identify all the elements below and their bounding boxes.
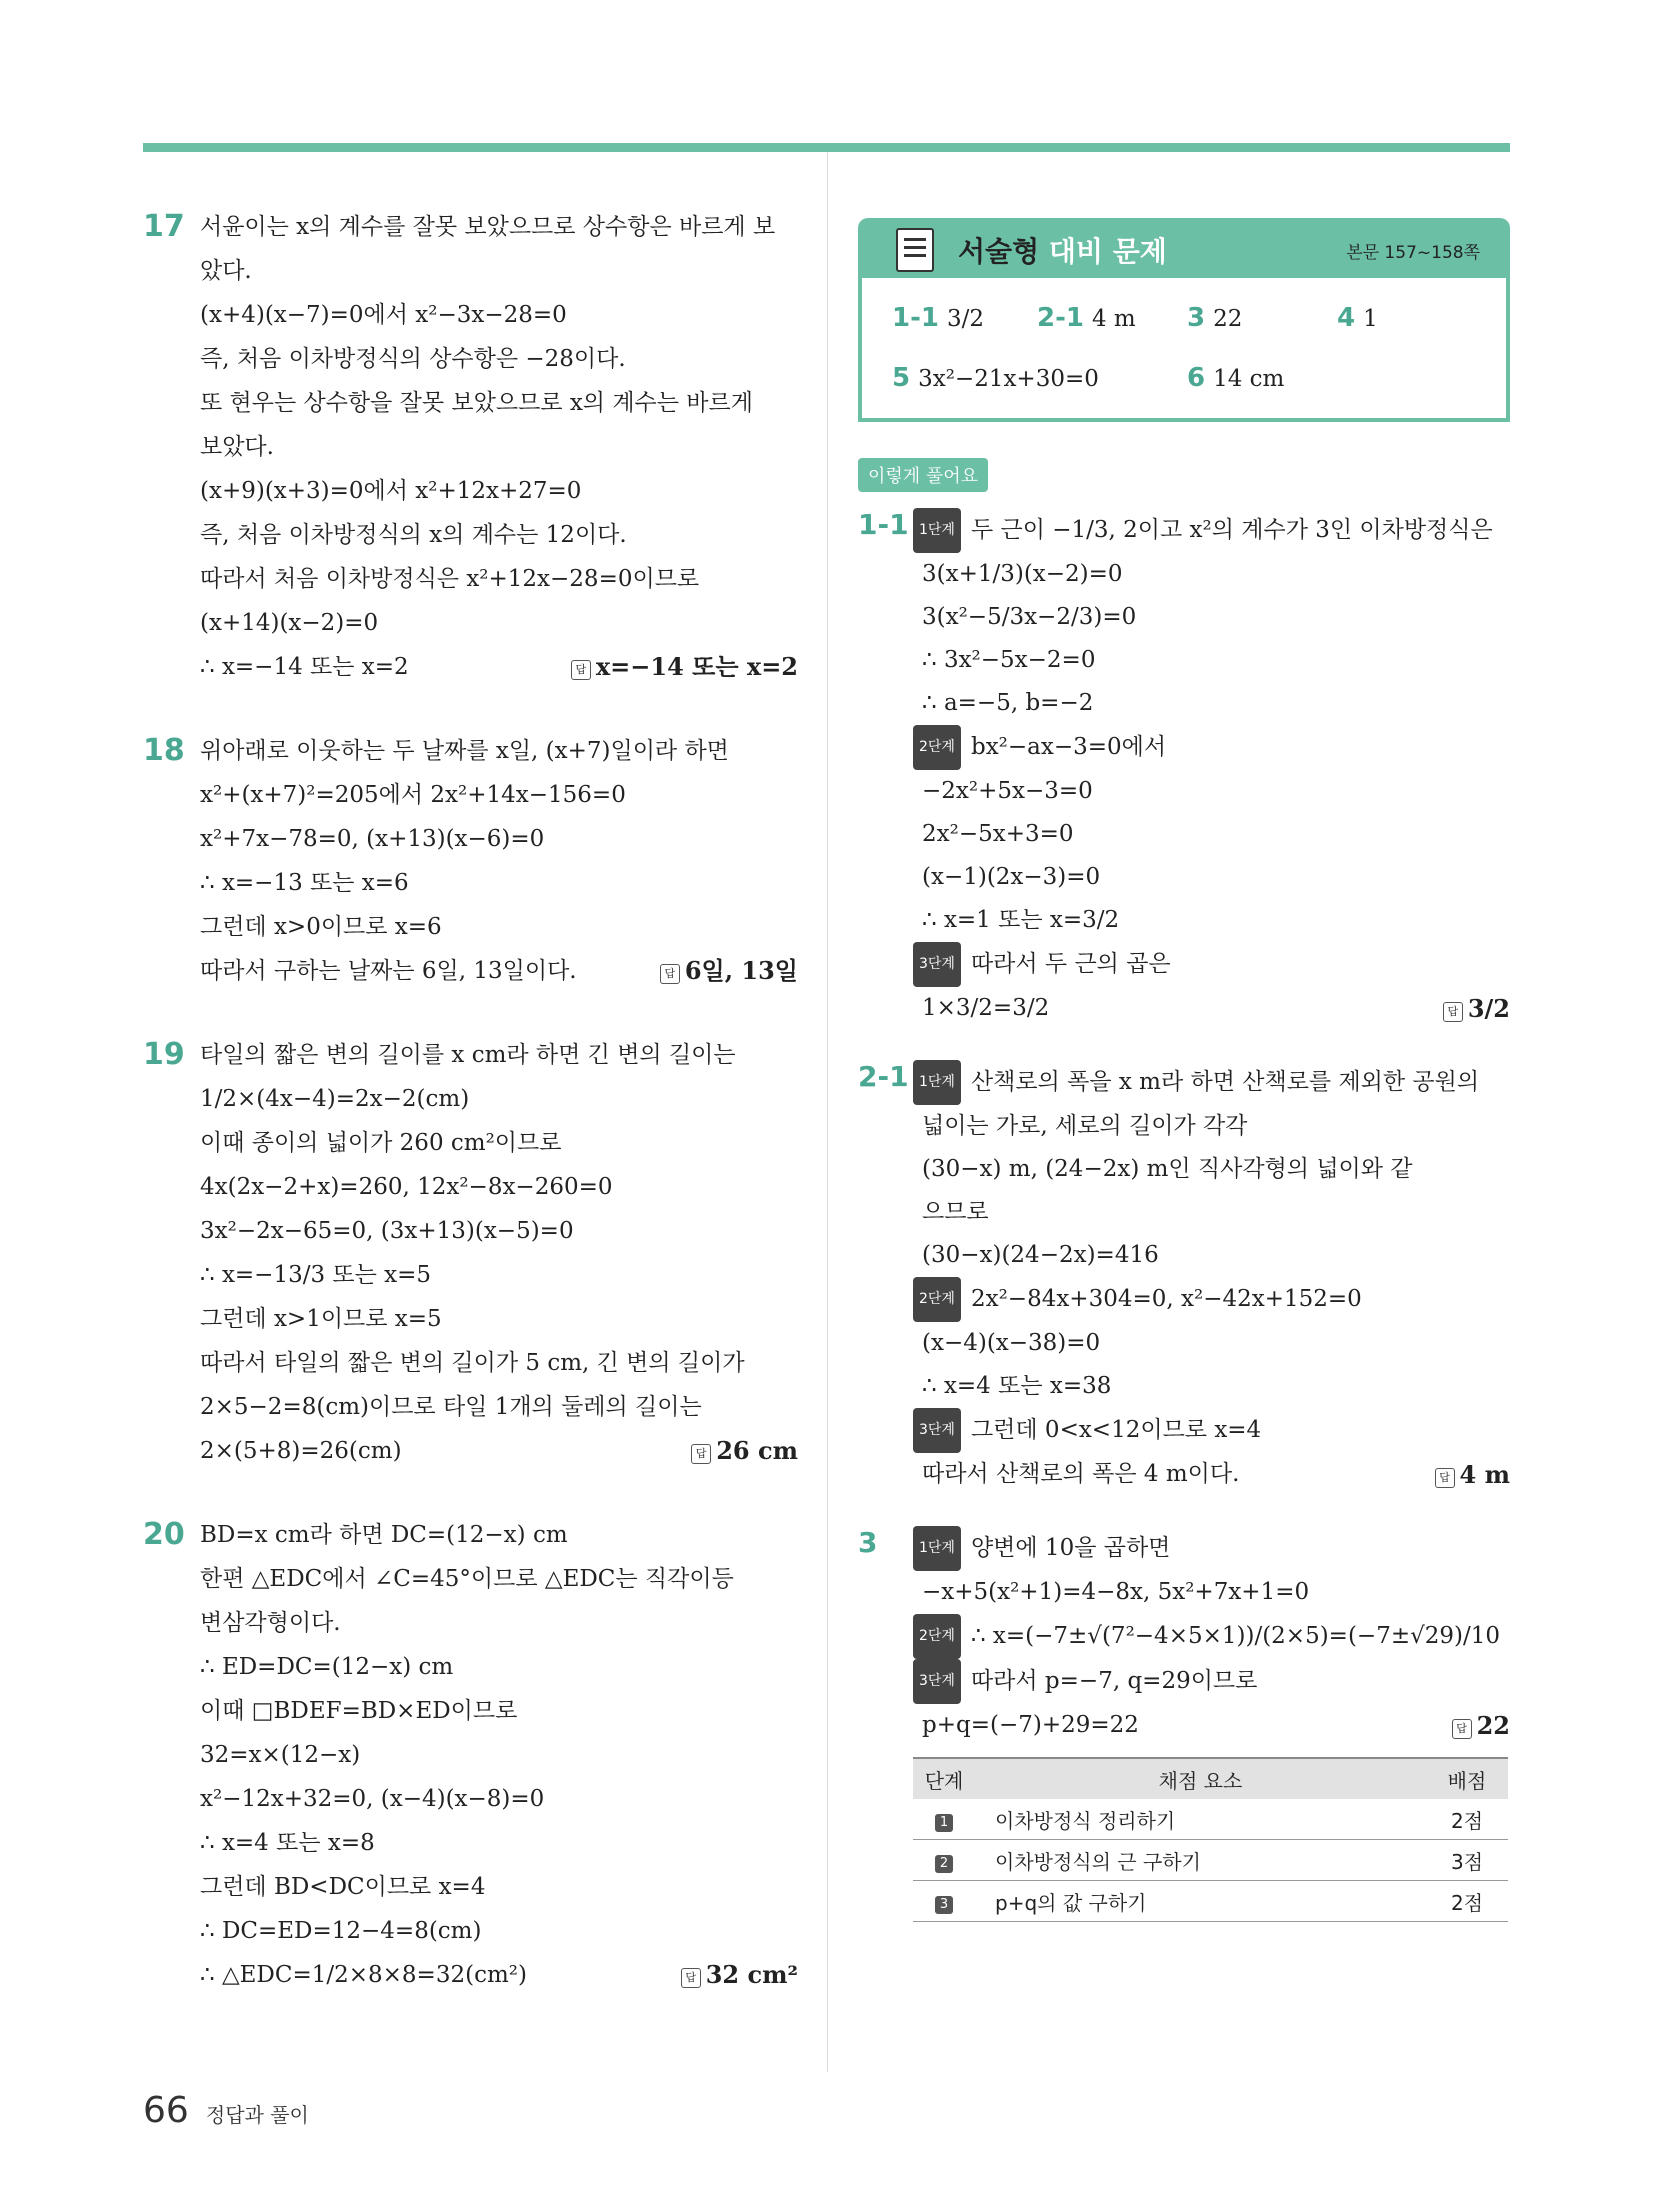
descriptive-solutions [858,508,1510,1922]
solution-line: 따라서 구하는 날짜는 6일, 13일이다. [200,958,577,984]
solution-line: (30−x) m, (24−2x) m인 직사각형의 넓이와 같 [922,1156,1413,1182]
solution-line: x²+(x+7)²=205에서 2x²+14x−156=0 [200,782,626,808]
quick-answer: 1-1 3/2 [892,303,984,333]
solution-line: 그런데 0<x<12이므로 x=4 [970,1417,1262,1443]
step-number: 2 [935,1855,953,1873]
solution-line: ∴ x=1 또는 x=3/2 [922,907,1120,933]
answer-mark-icon: 답 [1435,1468,1455,1488]
worksheet-icon [896,228,934,272]
problem-number: 20 [143,1517,185,1552]
solution-1-1 [858,508,1510,1030]
solution-line: 4x(2x−2+x)=260, 12x²−8x−260=0 [200,1174,613,1200]
step-badge: 3단계 [913,1408,961,1453]
solution-line: ∴ x=4 또는 x=38 [922,1373,1112,1399]
grading-item: 이차방정식의 근 구하기 [975,1840,1426,1881]
solution-line: 2×5−2=8(cm)이므로 타일 1개의 둘레의 길이는 [200,1394,702,1420]
solution-line: 2x²−5x+3=0 [922,821,1074,847]
step-badge: 2단계 [913,1277,961,1322]
solution-line: ∴ x=−13 또는 x=6 [200,870,409,896]
solution-line: 2×(5+8)=26(cm) [200,1438,402,1464]
solution-line: 타일의 짧은 변의 길이를 x cm라 하면 긴 변의 길이는 [200,1042,736,1068]
solution-line: (x+14)(x−2)=0 [200,610,379,636]
answer-mark-icon: 답 [660,964,680,984]
solution-line: 이때 종이의 넓이가 260 cm²이므로 [200,1130,562,1156]
solution-line: 으므로 [922,1199,989,1225]
solution-line: bx²−ax−3=0에서 [970,734,1167,760]
quick-answer: 6 14 cm [1187,363,1285,393]
solution-line: ∴ DC=ED=12−4=8(cm) [200,1918,482,1944]
table-header: 배점 [1426,1758,1508,1799]
quick-answer: 3 22 [1187,303,1243,333]
table-row [913,1840,1508,1881]
solution-line: ∴ a=−5, b=−2 [922,690,1094,716]
solution-line: 양변에 10을 곱하면 [970,1535,1171,1561]
solution-line: −2x²+5x−3=0 [922,778,1093,804]
solution-line: ∴ x=−13/3 또는 x=5 [200,1262,432,1288]
step-badge: 1단계 [913,508,961,553]
final-answer: 답 32 cm² [681,1953,798,1997]
solution-3 [858,1526,1510,1747]
final-answer: 답 x=−14 또는 x=2 [571,645,798,689]
step-badge: 2단계 [913,725,961,770]
right-column [858,218,1510,1915]
problem-number: 2-1 [858,1060,909,1093]
grading-table [913,1757,1508,1922]
solution-line: 32=x×(12−x) [200,1742,361,1768]
table-row [913,1881,1508,1922]
page-reference: 본문 157~158쪽 [1346,243,1480,263]
column-divider [827,152,828,2072]
box-title: 서술형 대비 문제 [958,235,1167,268]
solution-line: p+q=(−7)+29=22 [922,1712,1139,1738]
solution-line: (x+4)(x−7)=0에서 x²−3x−28=0 [200,302,567,328]
answer-mark-icon: 답 [681,1968,701,1988]
table-header: 단계 [913,1758,975,1799]
quick-answer: 2-1 4 m [1037,303,1136,333]
left-column [143,205,798,2037]
final-answer: 답 3/2 [1443,987,1510,1030]
solution-line: 3(x²−5/3x−2/3)=0 [922,604,1137,630]
solution-line: 3x²−2x−65=0, (3x+13)(x−5)=0 [200,1218,574,1244]
answer-box [858,278,1510,422]
quick-answer: 5 3x²−21x+30=0 [892,363,1099,393]
step-badge: 1단계 [913,1526,961,1571]
solution-line: 1/2×(4x−4)=2x−2(cm) [200,1086,470,1112]
step-number: 1 [935,1814,953,1832]
problem-17 [143,205,798,689]
solution-line: 그런데 x>0이므로 x=6 [200,914,442,940]
answer-mark-icon: 답 [691,1444,711,1464]
solution-line: ∴ x=−14 또는 x=2 [200,654,409,680]
answer-box-header [858,218,1510,278]
answer-mark-icon: 답 [1443,1002,1463,1022]
final-answer: 답 22 [1452,1704,1510,1747]
solution-line: 1×3/2=3/2 [922,995,1050,1021]
step-badge: 2단계 [913,1614,961,1659]
problem-number: 1-1 [858,508,909,541]
problem-number: 18 [143,733,185,768]
grading-item: p+q의 값 구하기 [975,1881,1426,1922]
solution-line: 그런데 BD<DC이므로 x=4 [200,1874,486,1900]
solution-line: ∴ x=(−7±√(7²−4×5×1))/(2×5)=(−7±√29)/10 [970,1623,1501,1649]
solution-line: (x−1)(2x−3)=0 [922,864,1101,890]
solution-line: (30−x)(24−2x)=416 [922,1242,1159,1268]
step-badge: 3단계 [913,1659,961,1704]
top-accent-bar [143,143,1510,152]
solution-line: 또 현우는 상수항을 잘못 보았으므로 x의 계수는 바르게 [200,390,753,416]
footer-label: 정답과 풀이 [205,2103,309,2127]
table-header: 채점 요소 [975,1758,1426,1799]
solution-line: 3(x+1/3)(x−2)=0 [922,561,1123,587]
solution-line: 위아래로 이웃하는 두 날짜를 x일, (x+7)일이라 하면 [200,738,729,764]
solution-line: x²+7x−78=0, (x+13)(x−6)=0 [200,826,545,852]
solution-2-1 [858,1060,1510,1496]
solution-line: 았다. [200,258,252,284]
solution-line: −x+5(x²+1)=4−8x, 5x²+7x+1=0 [922,1579,1310,1605]
solution-line: 서윤이는 x의 계수를 잘못 보았으므로 상수항은 바르게 보 [200,214,776,240]
solution-line: 즉, 처음 이차방정식의 x의 계수는 12이다. [200,522,627,548]
problem-number: 3 [858,1526,878,1559]
answer-mark-icon: 답 [571,660,591,680]
solution-line: 따라서 산책로의 폭은 4 m이다. [922,1461,1240,1487]
solution-line: 넓이는 가로, 세로의 길이가 각각 [922,1113,1248,1139]
final-answer: 답 4 m [1435,1453,1510,1496]
final-answer: 답 26 cm [691,1429,798,1473]
solution-line: 2x²−84x+304=0, x²−42x+152=0 [970,1286,1362,1312]
solution-line: 따라서 처음 이차방정식은 x²+12x−28=0이므로 [200,566,700,592]
step-badge: 3단계 [913,942,961,987]
solution-line: 한편 △EDC에서 ∠C=45°이므로 △EDC는 직각이등 [200,1566,734,1592]
solution-tag: 이렇게 풀어요 [858,458,988,492]
problem-18 [143,729,798,993]
final-answer: 답 6일, 13일 [660,949,798,993]
solution-line: BD=x cm라 하면 DC=(12−x) cm [200,1522,568,1548]
grading-score: 2점 [1426,1881,1508,1922]
solution-line: 산책로의 폭을 x m라 하면 산책로를 제외한 공원의 [970,1069,1480,1095]
quick-answer: 4 1 [1337,303,1378,333]
solution-line: ∴ x=4 또는 x=8 [200,1830,375,1856]
solution-line: 변삼각형이다. [200,1610,341,1636]
solution-line: (x−4)(x−38)=0 [922,1330,1101,1356]
page-number: 66 [143,2090,189,2131]
table-row [913,1799,1508,1840]
solution-line: 따라서 타일의 짧은 변의 길이가 5 cm, 긴 변의 길이가 [200,1350,745,1376]
problem-20 [143,1513,798,1997]
solution-line: ∴ ED=DC=(12−x) cm [200,1654,454,1680]
solution-line: 그런데 x>1이므로 x=5 [200,1306,442,1332]
solution-line: x²−12x+32=0, (x−4)(x−8)=0 [200,1786,545,1812]
grading-item: 이차방정식 정리하기 [975,1799,1426,1840]
page-footer [143,2090,309,2131]
step-badge: 1단계 [913,1060,961,1105]
grading-score: 3점 [1426,1840,1508,1881]
solution-line: 보았다. [200,434,274,460]
problem-number: 19 [143,1037,185,1072]
answer-mark-icon: 답 [1452,1719,1472,1739]
problem-19 [143,1033,798,1473]
solution-line: ∴ 3x²−5x−2=0 [922,647,1096,673]
problem-number: 17 [143,209,185,244]
step-number: 3 [935,1896,953,1914]
grading-score: 2점 [1426,1799,1508,1840]
solution-line: 두 근이 −1/3, 2이고 x²의 계수가 3인 이차방정식은 [970,517,1493,543]
solution-line: 따라서 p=−7, q=29이므로 [970,1668,1258,1694]
solution-line: 이때 □BDEF=BD×ED이므로 [200,1698,518,1724]
solution-line: 따라서 두 근의 곱은 [970,951,1171,977]
solution-line: (x+9)(x+3)=0에서 x²+12x+27=0 [200,478,582,504]
solution-line: 즉, 처음 이차방정식의 상수항은 −28이다. [200,346,626,372]
solution-line: ∴ △EDC=1/2×8×8=32(cm²) [200,1962,527,1988]
